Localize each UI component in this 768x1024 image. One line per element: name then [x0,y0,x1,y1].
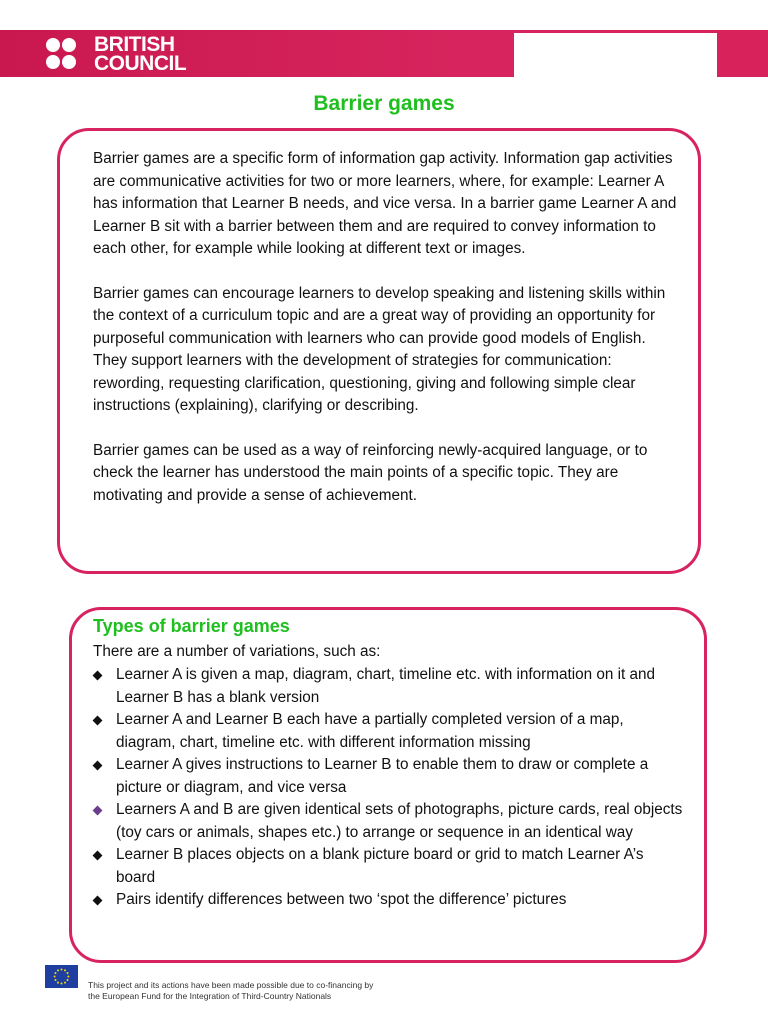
list-item [93,709,683,754]
intro-paragraph-1: Barrier games are a specific form of information gap activity. Information gap activities are communicative activities for two or more learners, where, for example: Learner A has information that Learner B needs, and vice versa. In a barrier game Learner A and Learner B sit with a barrier between them and are required to convey information to each other, for example while looking at different text or images. [93,150,677,257]
list-item-text: Learners A and B are given identical sets of photographs, picture cards, real objects (toy cars or animals, shapes etc.) to arrange or sequence in an identical way [116,801,683,841]
header-banner [0,30,768,77]
logo-dots-icon [46,34,90,74]
logo-line-1: BRITISH [94,33,175,56]
intro-box [93,148,683,529]
footer-line-1: This project and its actions have been made possible due to co-financing by [88,980,374,990]
types-list [93,664,683,912]
footer-text [88,980,373,1002]
list-item-text: Learner A and Learner B each have a partially completed version of a map, diagram, chart, timeline etc. with different information missing [116,711,624,751]
types-heading: Types of barrier games [93,616,290,636]
list-item-text: Learner A gives instructions to Learner B to enable them to draw or complete a picture or diagram, and vice versa [116,756,649,796]
logo-text [94,35,186,73]
list-item [93,754,683,799]
list-item [93,889,683,912]
diamond-bullet-icon [93,896,103,906]
list-item-text: Learner A is given a map, diagram, chart, timeline etc. with information on it and Learner B has a blank version [116,666,656,706]
list-item [93,844,683,889]
diamond-bullet-icon [93,671,103,681]
diamond-bullet-icon [93,716,103,726]
footer-line-2: the European Fund for the Integration of Third-Country Nationals [88,991,332,1001]
types-intro: There are a number of variations, such as: [93,643,381,660]
intro-paragraph-3: Barrier games can be used as a way of reinforcing newly-acquired language, or to check the learner has understood the main points of a specific topic. They are motivating and provide a sense of achievement. [93,441,648,504]
british-council-logo[interactable] [46,34,206,74]
diamond-bullet-icon [93,806,103,816]
diamond-bullet-icon [93,761,103,771]
footer [45,965,545,1005]
header-white-box [514,33,717,77]
page-title: Barrier games [313,92,455,115]
diamond-bullet-icon [93,851,103,861]
logo-line-2: COUNCIL [94,52,187,75]
list-item-text: Learner B places objects on a blank picture board or grid to match Learner A’s board [116,846,644,886]
list-item [93,799,683,844]
list-item-text: Pairs identify differences between two ‘spot the difference’ pictures [116,891,567,908]
eu-flag-icon [45,965,78,988]
list-item [93,664,683,709]
intro-paragraph-2: Barrier games can encourage learners to develop speaking and listening skills within the context of a curriculum topic and are a great way of providing an opportunity for purposeful communication with learners who can provide good models of English. They support learners with the development of strategies for communication: rewording, requesting clarification, questioning, giving and following simple clear instructions (explaining), clarifying or describing. [93,284,666,414]
